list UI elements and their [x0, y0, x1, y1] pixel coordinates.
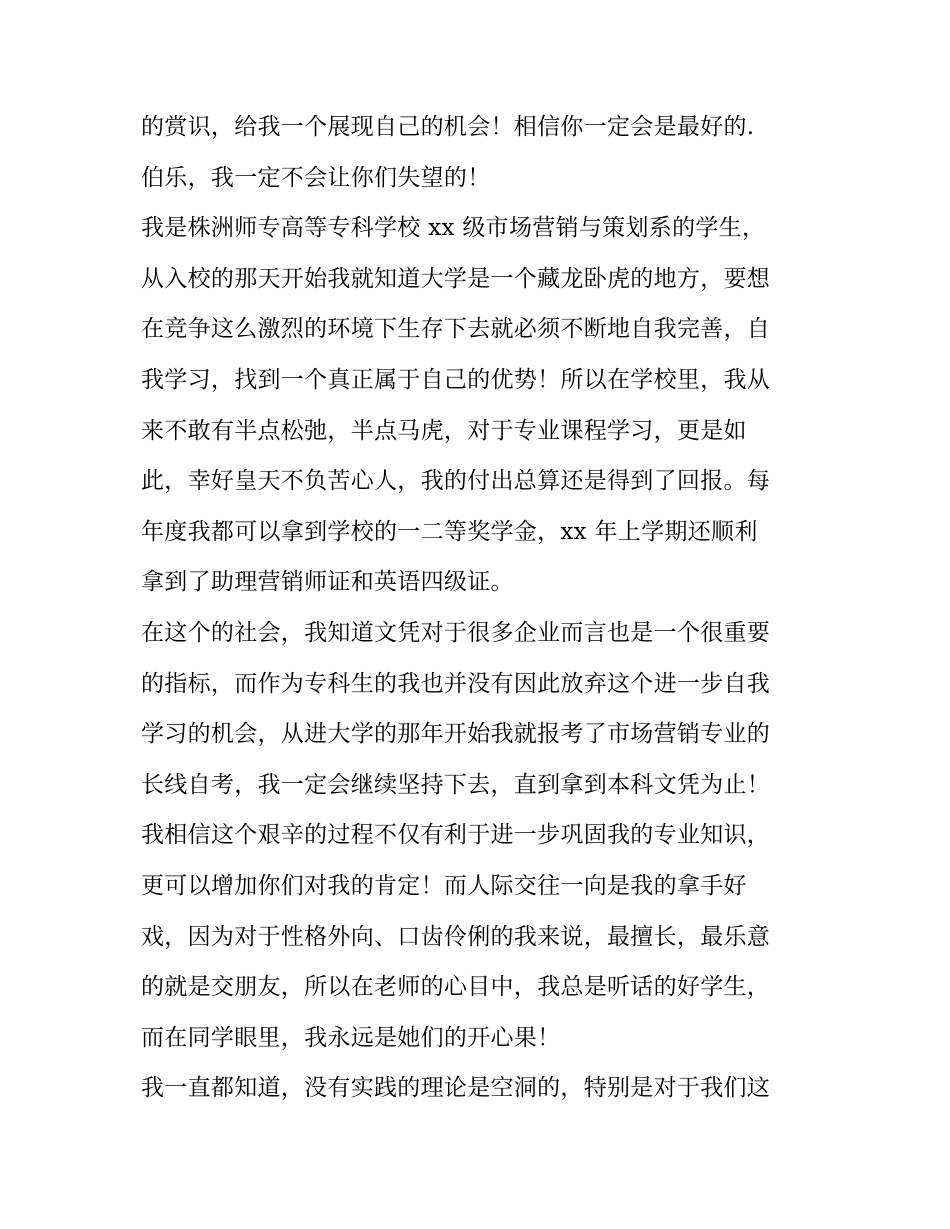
text-line: 从入校的那天开始我就知道大学是一个藏龙卧虎的地方，要想 — [141, 265, 771, 292]
text-line: 学习的机会，从进大学的那年开始我就报考了市场营销专业的 — [141, 721, 771, 748]
text-line: 长线自考，我一定会继续坚持下去，直到拿到本科文凭为止！ — [141, 771, 771, 798]
text-line: 我学习，找到一个真正属于自己的优势！所以在学校里，我从 — [141, 366, 771, 393]
text-line: 的指标，而作为专科生的我也并没有因此放弃这个进一步自我 — [141, 670, 771, 697]
text-line: 的赏识，给我一个展现自己的机会！相信你一定会是最好的. — [141, 114, 755, 140]
text-line: 我相信这个艰辛的过程不仅有利于进一步巩固我的专业知识， — [141, 822, 771, 849]
document-body — [141, 102, 821, 1114]
text-line: 而在同学眼里，我永远是她们的开心果！ — [141, 1024, 561, 1051]
text-line: 来不敢有半点松弛，半点马虎，对于专业课程学习，更是如 — [141, 417, 747, 444]
text-line: 更可以增加你们对我的肯定！而人际交往一向是我的拿手好 — [141, 872, 747, 899]
text-line: 此，幸好皇天不负苦心人，我的付出总算还是得到了回报。每 — [141, 468, 771, 495]
text-line: 年度我都可以拿到学校的一二等奖学金，xx 年上学期还顺利 — [141, 518, 758, 545]
text-line: 的就是交朋友，所以在老师的心目中，我总是听话的好学生， — [141, 974, 771, 1001]
text-line: 我是株洲师专高等专科学校 xx 级市场营销与策划系的学生， — [141, 215, 766, 242]
text-line: 在竞争这么激烈的环境下生存下去就必须不断地自我完善，自 — [141, 316, 771, 343]
text-line: 在这个的社会，我知道文凭对于很多企业而言也是一个很重要 — [141, 619, 771, 646]
text-line: 拿到了助理营销师证和英语四级证。 — [141, 569, 514, 596]
text-line: 我一直都知道，没有实践的理论是空洞的，特别是对于我们这 — [141, 1075, 771, 1102]
text-line: 戏，因为对于性格外向、口齿伶俐的我来说，最擅长，最乐意 — [141, 923, 771, 950]
text-line: 伯乐，我一定不会让你们失望的！ — [141, 164, 491, 191]
